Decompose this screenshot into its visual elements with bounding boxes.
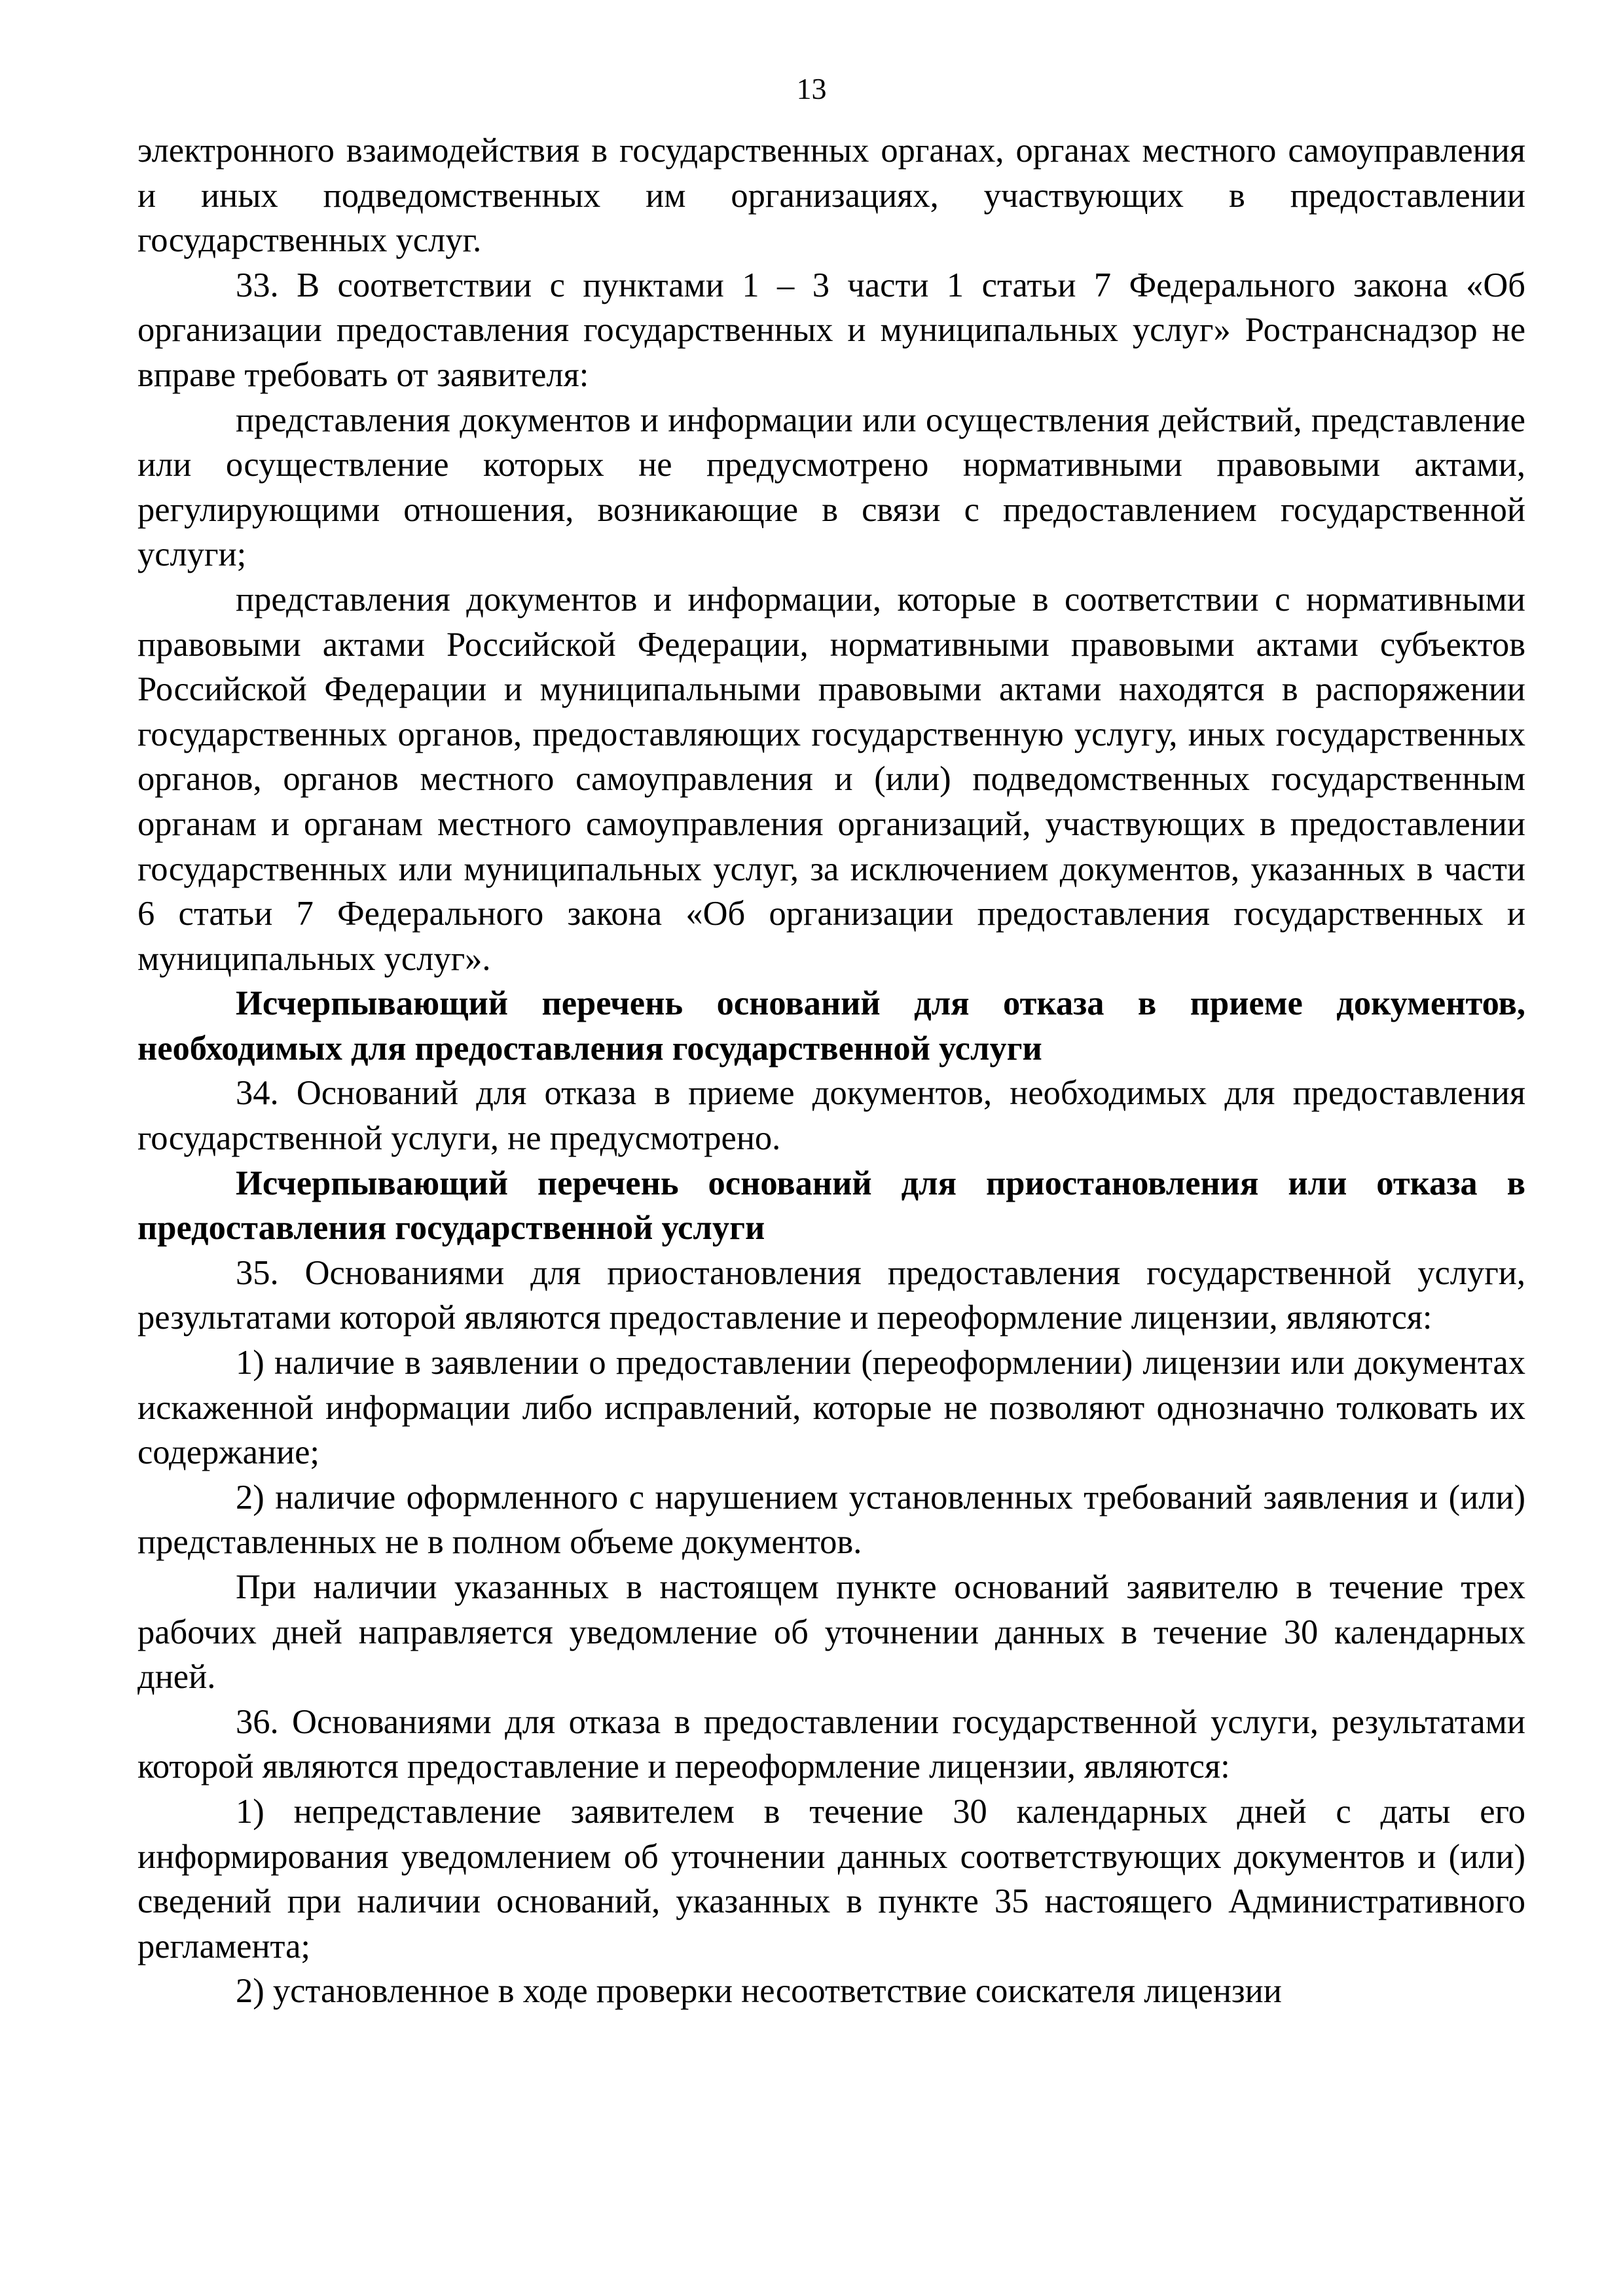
paragraph-35-item-2: 2) наличие оформленного с нарушением установленных требований заявления и (или) представленных не в полном объеме документов. (137, 1478, 1525, 1562)
paragraph-continuation: электронного взаимодействия в государственных органах, органах местного самоуправления и иных подведомственных им организациях, участвующих в предоставлении государственных услуг. (137, 132, 1525, 260)
document-body (137, 128, 1525, 2014)
paragraph-36-item-1: 1) непредставление заявителем в течение 30 календарных дней с даты его информирования уведомлением об уточнении данных соответствующих документов и (или) сведений при наличии оснований, указанных в пункте 35 настоящего Административного регламента; (137, 1792, 1525, 1965)
paragraph-35: 35. Основаниями для приостановления предоставления государственной услуги, результатами которой являются предоставление и переоформление лицензии, являются: (137, 1253, 1525, 1337)
paragraph-35-notice: При наличии указанных в настоящем пункте оснований заявителю в течение трех рабочих дней направляется уведомление об уточнении данных в течение 30 календарных дней. (137, 1568, 1525, 1696)
section-heading-refusal-reception: Исчерпывающий перечень оснований для отказа в приеме документов, необходимых для предоставления государственной услуги (137, 984, 1525, 1067)
paragraph-33-item-2: представления документов и информации, которые в соответствии с нормативными правовыми актами Российской Федерации, нормативными правовыми актами субъектов Российской Федерации и муниципальными правовыми актами находятся в распоряжении государственных органов, предоставляющих государственную услугу, иных государственных органов, органов местного самоуправления и (или) подведомственных государственным органам и органам местного самоуправления организаций, участвующих в предоставлении государственных или муниципальных услуг, за исключением документов, указанных в части 6 статьи 7 Федерального закона «Об организации предоставления государственных и муниципальных услуг». (137, 580, 1525, 978)
paragraph-35-item-1: 1) наличие в заявлении о предоставлении (переоформлении) лицензии или документах искаженной информации либо исправлений, которые не позволяют однозначно толковать их содержание; (137, 1344, 1525, 1472)
paragraph-33-item-1: представления документов и информации или осуществления действий, представление или осуществление которых не предусмотрено нормативными правовыми актами, регулирующими отношения, возникающие в связи с предоставлением государственной услуги; (137, 401, 1525, 574)
paragraph-36: 36. Основаниями для отказа в предоставлении государственной услуги, результатами которой являются предоставление и переоформление лицензии, являются: (137, 1702, 1525, 1786)
paragraph-36-item-2: 2) установленное в ходе проверки несоответствие соискателя лицензии (236, 1972, 1282, 2011)
section-heading-suspension-refusal: Исчерпывающий перечень оснований для приостановления или отказа в предоставления государственной услуги (137, 1164, 1525, 1247)
paragraph-34: 34. Оснований для отказа в приеме документов, необходимых для предоставления государственной услуги, не предусмотрено. (137, 1074, 1525, 1158)
paragraph-33: 33. В соответствии с пунктами 1 – 3 части 1 статьи 7 Федерального закона «Об организации предоставления государственных и муниципальных услуг» Ространснадзор не вправе требовать от заявителя: (137, 266, 1525, 394)
page-number: 13 (796, 72, 827, 105)
